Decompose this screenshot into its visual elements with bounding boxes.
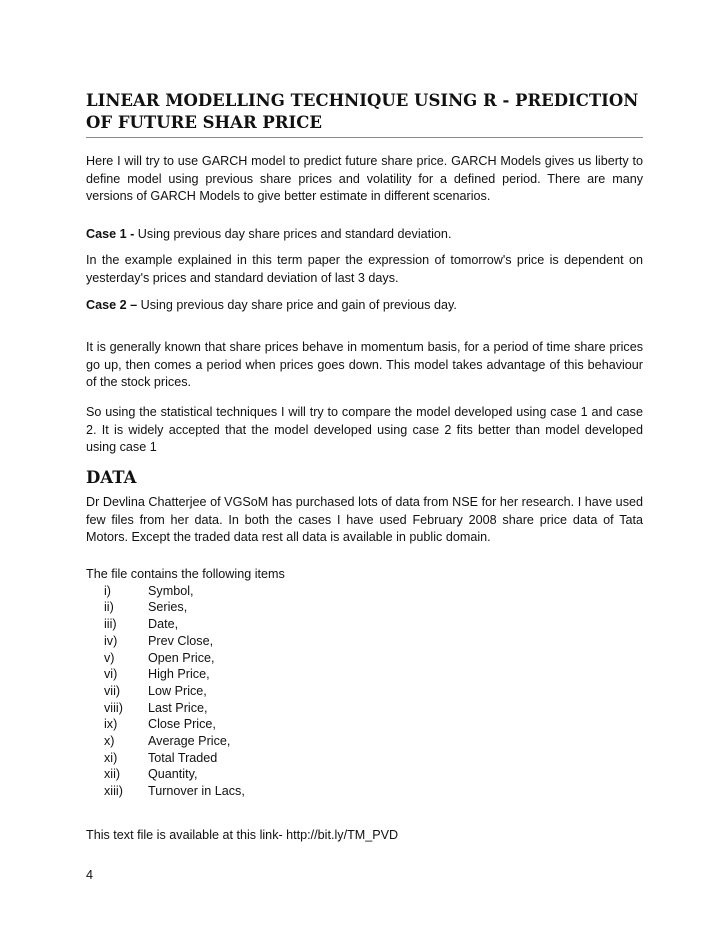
page-number: 4 <box>86 868 94 882</box>
list-item-number: xii) <box>104 767 121 782</box>
list-item-number: iv) <box>104 633 118 648</box>
list-item-number: x) <box>104 734 115 749</box>
list-item <box>86 716 643 733</box>
list-item-number: vii) <box>104 683 121 698</box>
list-item <box>86 683 643 700</box>
list-item-label: Total Traded <box>148 750 218 765</box>
list-item-number: xi) <box>104 750 118 765</box>
list-item-label: Average Price, <box>148 734 231 749</box>
data-heading: DATA <box>86 468 137 487</box>
list-item-number: ii) <box>104 600 114 615</box>
list-item-label: High Price, <box>148 667 210 682</box>
list-item-number: ix) <box>104 717 118 732</box>
case1-label: Case 1 - <box>86 227 135 241</box>
list-item-label: Last Price, <box>148 700 208 715</box>
list-item <box>86 700 643 717</box>
list-item-label: Quantity, <box>148 767 198 782</box>
data-paragraph: Dr Devlina Chatterjee of VGSoM has purchased lots of data from NSE for her research. I have used few files from her data. In both the cases I have used February 2008 share price data of Tata Motors. Except the traded data rest all data is available in public domain. <box>86 495 643 544</box>
list-item-number: viii) <box>104 700 123 715</box>
list-intro: The file contains the following items <box>86 567 285 581</box>
list-item-number: vi) <box>104 667 118 682</box>
list-item-label: Close Price, <box>148 717 216 732</box>
list-item <box>86 599 643 616</box>
list-item-label: Symbol, <box>148 583 194 598</box>
momentum-paragraph: It is generally known that share prices behave in momentum basis, for a period of time share prices go up, then comes a period when prices goes down. This model takes advantage of this behaviour of the stock prices. <box>86 340 643 389</box>
list-item <box>86 616 643 633</box>
list-item <box>86 633 643 650</box>
case1-line <box>86 226 643 244</box>
list-item-number: i) <box>104 583 111 598</box>
list-item-label: Date, <box>148 617 179 632</box>
list-item-label: Low Price, <box>148 683 207 698</box>
case2-text: Using previous day share price and gain of previous day. <box>137 298 457 312</box>
case1-detail: In the example explained in this term paper the expression of tomorrow's price is dependent on yesterday's prices and standard deviation of last 3 days. <box>86 253 643 285</box>
list-item <box>86 733 643 750</box>
case2-line <box>86 297 643 315</box>
list-item-number: xiii) <box>104 784 123 799</box>
comparison-paragraph: So using the statistical techniques I will try to compare the model developed using case 1 and case 2. It is widely accepted that the model developed using case 2 fits better than model developed using case 1 <box>86 405 643 454</box>
list-item-label: Prev Close, <box>148 633 214 648</box>
list-item-number: v) <box>104 650 115 665</box>
items-list <box>86 566 643 800</box>
case2-label: Case 2 – <box>86 298 138 312</box>
list-item-label: Open Price, <box>148 650 215 665</box>
list-item-label: Series, <box>148 600 188 615</box>
list-item <box>86 766 643 783</box>
list-item <box>86 666 643 683</box>
list-item-label: Turnover in Lacs, <box>148 784 245 799</box>
list-item <box>86 650 643 667</box>
list-item <box>86 583 643 600</box>
link-line: This text file is available at this link- http://bit.ly/TM_PVD <box>86 828 399 842</box>
list-item-number: iii) <box>104 617 117 632</box>
page-title: LINEAR MODELLING TECHNIQUE USING R - PREDICTION OF FUTURE SHAR PRICE <box>86 90 643 138</box>
case1-text: Using previous day share prices and standard deviation. <box>134 227 452 241</box>
intro-paragraph: Here I will try to use GARCH model to predict future share price. GARCH Models gives us liberty to define model using previous share prices and volatility for a defined period. There are many versions of GARCH Models to give better estimate in different scenarios. <box>86 154 643 203</box>
list-item <box>86 750 643 767</box>
list-item <box>86 783 643 800</box>
